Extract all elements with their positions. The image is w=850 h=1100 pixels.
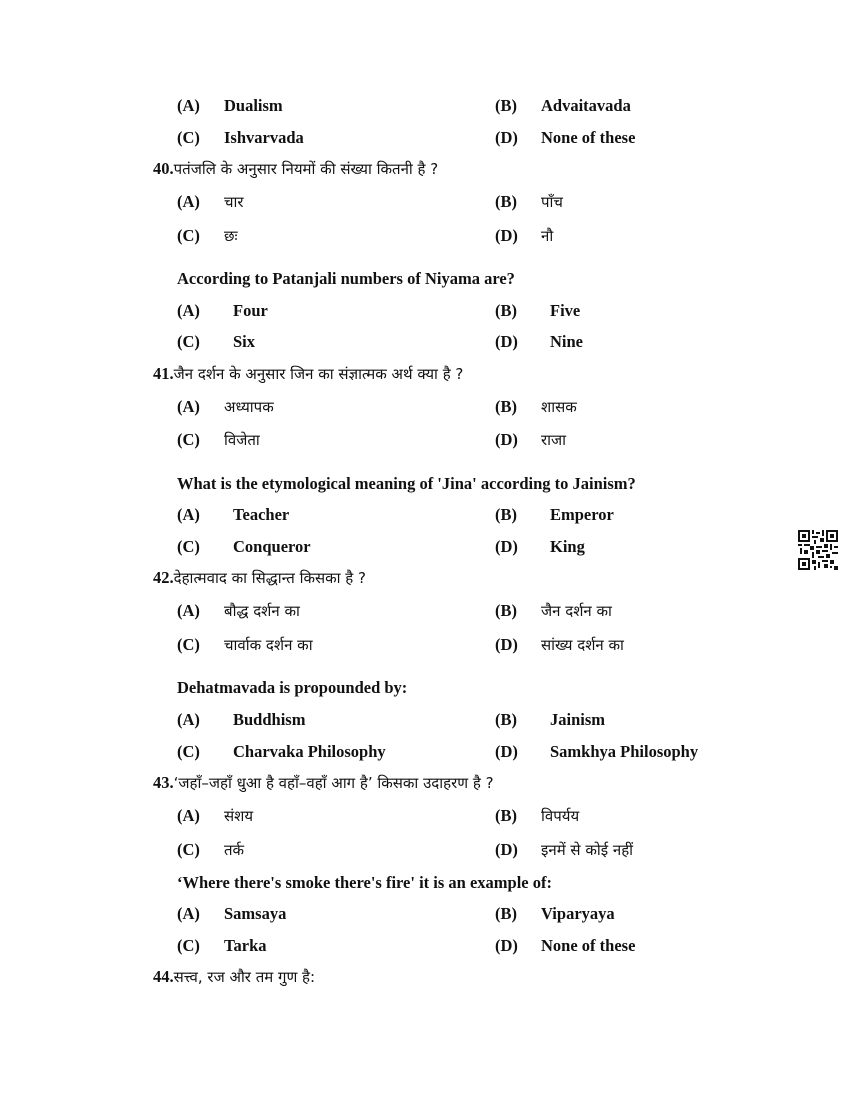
q41-en-option-b-label: (B) [495,505,517,524]
q41-en-option-c-text: Conqueror [233,537,311,556]
q41-en-option-a-label: (A) [177,505,200,524]
q43-number: 43. [153,773,174,792]
q41-hi-option-c-label: (C) [177,430,200,449]
q40-number: 40. [153,159,174,178]
q42-en-option-c-text: Charvaka Philosophy [233,742,386,761]
q40-hi-option-b-text: पाँच [541,193,563,211]
q42-hi-option-d-label: (D) [495,635,518,654]
q42-hi-option-c-text: चार्वाक दर्शन का [224,636,313,654]
q43-hi-option-c-text: तर्क [224,841,245,859]
q41-en-option-d-label: (D) [495,537,518,556]
q41-english-question: What is the etymological meaning of 'Jina' according to Jainism? [177,474,636,493]
q41-hi-option-d-label: (D) [495,430,518,449]
q40-hi-option-b-label: (B) [495,192,517,211]
q40-en-option-d-text: Nine [550,332,583,351]
q44-heading [153,967,315,987]
q43-hi-option-b-label: (B) [495,806,517,825]
q42-hindi-question: देहात्मवाद का सिद्धान्त किसका है ? [173,569,367,587]
q41-hindi-question: जैन दर्शन के अनुसार जिन का संज्ञात्मक अर्थ क्या है ? [173,365,464,383]
q43-hi-option-d-label: (D) [495,840,518,859]
q40-en-option-c-label: (C) [177,332,200,351]
q41-hi-option-b-text: शासक [541,398,577,416]
q42-hi-option-b-label: (B) [495,601,517,620]
q42-en-option-b-text: Jainism [550,710,606,729]
q40-hi-option-c-text: छः [224,227,238,245]
q40-hi-option-c-label: (C) [177,226,200,245]
q40-en-option-b-label: (B) [495,301,517,320]
q42-hi-option-b-text: जैन दर्शन का [541,602,612,620]
q42-hi-option-a-label: (A) [177,601,200,620]
q39-option-c-text: Ishvarvada [224,128,304,147]
q43-en-option-a-label: (A) [177,904,200,923]
q42-en-option-d-label: (D) [495,742,518,761]
q43-heading [153,773,494,793]
q39-option-d-text: None of these [541,128,636,147]
q40-en-option-a-label: (A) [177,301,200,320]
q42-hi-option-a-text: बौद्ध दर्शन का [224,602,300,620]
q41-hi-option-a-label: (A) [177,397,200,416]
q43-en-option-a-text: Samsaya [224,904,287,923]
q40-hi-option-a-label: (A) [177,192,200,211]
q41-en-option-c-label: (C) [177,537,200,556]
q39-option-a-text: Dualism [224,96,283,115]
q40-hindi-question: पतंजलि के अनुसार नियमों की संख्या कितनी है ? [173,160,439,178]
q41-number: 41. [153,364,174,383]
q42-number: 42. [153,568,174,587]
q43-hi-option-b-text: विपर्यय [541,807,580,825]
q43-en-option-d-label: (D) [495,936,518,955]
q39-option-c-label: (C) [177,128,200,147]
q42-hi-option-c-label: (C) [177,635,200,654]
q41-hi-option-d-text: राजा [541,431,567,449]
q40-en-option-a-text: Four [233,301,268,320]
q40-hi-option-d-label: (D) [495,226,518,245]
q41-en-option-d-text: King [550,537,585,556]
q42-english-question: Dehatmavada is propounded by: [177,678,408,697]
q41-en-option-a-text: Teacher [233,505,290,524]
q43-en-option-c-label: (C) [177,936,200,955]
q40-english-question: According to Patanjali numbers of Niyama are? [177,269,515,288]
q43-hi-option-a-text: संशय [224,807,254,825]
q39-option-b-text: Advaitavada [541,96,631,115]
q41-hi-option-a-text: अध्यापक [224,398,274,416]
q43-hi-option-a-label: (A) [177,806,200,825]
q39-option-d-label: (D) [495,128,518,147]
q41-hi-option-c-text: विजेता [224,431,260,449]
q42-en-option-a-label: (A) [177,710,200,729]
q42-en-option-b-label: (B) [495,710,517,729]
q42-en-option-c-label: (C) [177,742,200,761]
q43-en-option-c-text: Tarka [224,936,267,955]
q44-number: 44. [153,967,174,986]
q39-option-b-label: (B) [495,96,517,115]
qr-code-icon [798,530,838,570]
q44-hindi-question: सत्त्व, रज और तम गुण है: [173,968,316,986]
q43-hi-option-d-text: इनमें से कोई नहीं [541,841,634,859]
q43-en-option-d-text: None of these [541,936,636,955]
q42-heading [153,568,366,588]
q42-en-option-a-text: Buddhism [233,710,306,729]
q43-en-option-b-label: (B) [495,904,517,923]
q40-en-option-b-text: Five [550,301,581,320]
q41-hi-option-b-label: (B) [495,397,517,416]
q40-en-option-d-label: (D) [495,332,518,351]
q42-en-option-d-text: Samkhya Philosophy [550,742,699,761]
q43-english-question: ‘Where there's smoke there's fire' it is an example of: [177,873,552,892]
q40-hi-option-d-text: नौ [541,227,554,245]
q43-hindi-question: ‘जहाँ–जहाँ धुआ है वहाँ–वहाँ आग है’ किसका उदाहरण है ? [173,774,494,792]
q40-hi-option-a-text: चार [224,193,244,211]
q40-en-option-c-text: Six [233,332,256,351]
q39-option-a-label: (A) [177,96,200,115]
q41-en-option-b-text: Emperor [550,505,614,524]
q40-heading [153,159,438,179]
q43-en-option-b-text: Viparyaya [541,904,615,923]
q43-hi-option-c-label: (C) [177,840,200,859]
q42-hi-option-d-text: सांख्य दर्शन का [541,636,624,654]
q41-heading [153,364,463,384]
